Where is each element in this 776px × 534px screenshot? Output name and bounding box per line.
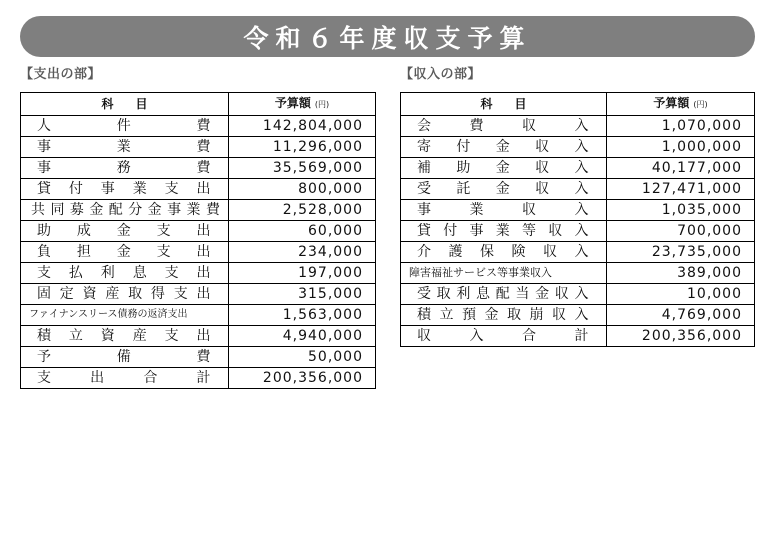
table-row	[401, 200, 755, 221]
item-label: 障害福祉サービス等事業収入	[401, 263, 607, 284]
item-amount: 4,769,000	[607, 305, 755, 326]
table-row	[401, 158, 755, 179]
table-row	[401, 179, 755, 200]
table-row	[401, 221, 755, 242]
item-label: 助成金支出	[21, 221, 229, 242]
item-amount: 700,000	[607, 221, 755, 242]
item-label: 人件費	[21, 116, 229, 137]
unit-label: (円)	[693, 100, 708, 109]
table-row	[401, 284, 755, 305]
expenditure-section	[20, 66, 376, 389]
item-label: 固定資産取得支出	[21, 284, 229, 305]
item-amount: 1,035,000	[607, 200, 755, 221]
income-table	[400, 92, 755, 347]
item-amount: 4,940,000	[229, 326, 376, 347]
table-row	[21, 137, 376, 158]
table-row	[21, 221, 376, 242]
amount-header-label: 予算額	[653, 96, 690, 110]
item-amount: 1,070,000	[607, 116, 755, 137]
item-label: ファイナンスリース債務の返済支出	[21, 305, 229, 326]
item-amount: 2,528,000	[229, 200, 376, 221]
table-row	[21, 158, 376, 179]
item-label: 会費収入	[401, 116, 607, 137]
income-heading: 【収入の部】	[400, 67, 482, 82]
expenditure-heading: 【支出の部】	[20, 67, 102, 82]
item-amount: 23,735,000	[607, 242, 755, 263]
item-label: 貸付事業支出	[21, 179, 229, 200]
total-amount: 200,356,000	[229, 368, 376, 389]
total-row	[21, 368, 376, 389]
page-title: 令和６年度収支予算	[243, 23, 532, 53]
table-row	[21, 200, 376, 221]
item-label: 補助金収入	[401, 158, 607, 179]
table-row	[401, 305, 755, 326]
item-label: 事業費	[21, 137, 229, 158]
table-row	[401, 242, 755, 263]
total-row	[401, 326, 755, 347]
table-row	[401, 137, 755, 158]
item-label: 事業収入	[401, 200, 607, 221]
item-amount: 1,563,000	[229, 305, 376, 326]
total-label: 支出合計	[21, 368, 229, 389]
item-amount: 11,296,000	[229, 137, 376, 158]
item-label: 貸付事業等収入	[401, 221, 607, 242]
amount-header-label: 予算額	[274, 96, 311, 110]
item-label: 負担金支出	[21, 242, 229, 263]
table-row	[21, 284, 376, 305]
item-amount: 234,000	[229, 242, 376, 263]
item-amount: 800,000	[229, 179, 376, 200]
item-amount: 197,000	[229, 263, 376, 284]
item-label: 受取利息配当金収入	[401, 284, 607, 305]
table-row	[21, 116, 376, 137]
title-banner	[20, 16, 755, 57]
item-amount: 315,000	[229, 284, 376, 305]
item-label: 介護保険収入	[401, 242, 607, 263]
amount-column-header	[607, 93, 755, 116]
table-header-row	[21, 93, 376, 116]
table-row	[21, 263, 376, 284]
table-row	[401, 263, 755, 284]
expenditure-table	[20, 92, 376, 389]
item-label: 積立預金取崩収入	[401, 305, 607, 326]
item-amount: 127,471,000	[607, 179, 755, 200]
total-amount: 200,356,000	[607, 326, 755, 347]
item-label: 寄付金収入	[401, 137, 607, 158]
total-label: 収入合計	[401, 326, 607, 347]
subject-column-header: 科目	[21, 93, 229, 116]
subject-column-header: 科目	[401, 93, 607, 116]
item-amount: 40,177,000	[607, 158, 755, 179]
item-amount: 1,000,000	[607, 137, 755, 158]
unit-label: (円)	[314, 100, 330, 109]
amount-column-header	[229, 93, 376, 116]
item-label: 事務費	[21, 158, 229, 179]
table-row	[21, 179, 376, 200]
item-label: 積立資産支出	[21, 326, 229, 347]
item-label: 支払利息支出	[21, 263, 229, 284]
table-row	[21, 347, 376, 368]
item-amount: 50,000	[229, 347, 376, 368]
table-row	[21, 242, 376, 263]
item-amount: 35,569,000	[229, 158, 376, 179]
item-label: 受託金収入	[401, 179, 607, 200]
item-label: 共同募金配分金事業費	[21, 200, 229, 221]
item-amount: 60,000	[229, 221, 376, 242]
item-amount: 10,000	[607, 284, 755, 305]
item-amount: 389,000	[607, 263, 755, 284]
table-row	[21, 326, 376, 347]
income-section	[400, 66, 755, 347]
table-row	[401, 116, 755, 137]
table-header-row	[401, 93, 755, 116]
table-row	[21, 305, 376, 326]
item-label: 予備費	[21, 347, 229, 368]
item-amount: 142,804,000	[229, 116, 376, 137]
